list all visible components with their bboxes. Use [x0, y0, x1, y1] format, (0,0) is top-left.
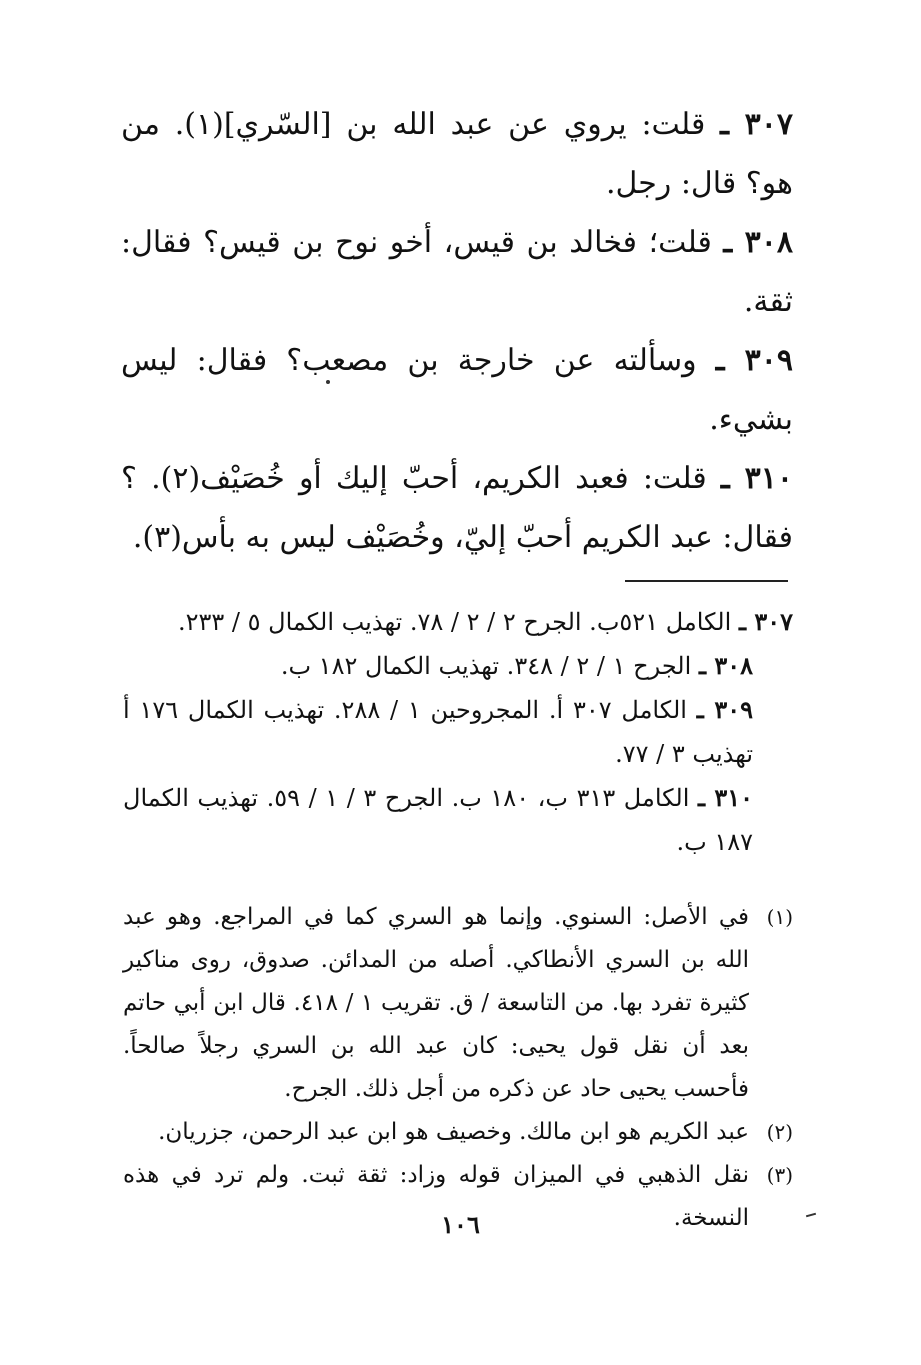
- entry-text: وسألته عن خارجة بن مصعب؟ فقال: ليس بشيء.: [121, 343, 793, 437]
- footnote-marker: (١): [766, 905, 793, 929]
- entry-text: قلت: يروي عن عبد الله بن [السّري](١). من هو؟ قال: رجل.: [121, 107, 793, 201]
- entry-number: ٣٠٩ ـ: [715, 343, 793, 378]
- entry-number: ٣٠٨ ـ: [723, 225, 794, 260]
- reference-308: [123, 644, 793, 688]
- reference-text: الكامل ٣١٣ ب، ١٨٠ ب. الجرح ٣ / ١ / ٥٩. تهذيب الكمال ١٨٧ ب.: [123, 784, 753, 856]
- entry-number: ٣١٠ ـ: [720, 461, 793, 496]
- reference-307: [123, 600, 793, 644]
- footnote-marker: (٣): [766, 1163, 793, 1187]
- reference-number: ٣٠٧ ـ: [738, 607, 793, 636]
- footnote-text: عبد الكريم هو ابن مالك. وخصيف هو ابن عبد الرحمن، جزريان.: [158, 1119, 749, 1145]
- reference-309: [123, 688, 793, 776]
- entry-text: قلت: فعبد الكريم، أحبّ إليك أو خُصَيْف(٢). ؟ فقال: عبد الكريم أحبّ إليّ، وخُصَيْف ليس به بأس(٣).: [121, 461, 793, 555]
- page-number: ١٠٦: [441, 1210, 480, 1239]
- entry-308: [121, 213, 793, 331]
- footnote-list: [123, 896, 793, 1240]
- reference-text: الكامل ٥٢١ب. الجرح ٢ / ٢ / ٧٨. تهذيب الكمال ٥ / ٢٣٣.: [177, 608, 732, 636]
- entry-number: ٣٠٧ ـ: [720, 107, 793, 142]
- reference-number: ٣٠٨ ـ: [698, 651, 753, 680]
- scan-speck: [326, 380, 330, 384]
- footnote-text: في الأصل: السنوي. وإنما هو السري كما في المراجع. وهو عبد الله بن السري الأنطاكي. أصله من المدائن. صدوق، روى مناكير كثيرة تفرد بها. من التاسعة / ق. تقريب ١ / ٤١٨. قال ابن أبي حاتم بعد أن نقل قول يحيى: كان عبد الله بن السري رجلاً صالحاً. فأحسب يحيى حاد عن ذكره من أجل ذلك. الجرح.: [123, 904, 750, 1102]
- footnote-separator: [625, 580, 788, 582]
- footnote-2: [123, 1111, 793, 1154]
- entry-307: [121, 95, 793, 213]
- footnote-marker: (٢): [766, 1120, 793, 1144]
- reference-number: ٣١٠ ـ: [697, 783, 753, 812]
- entry-text: قلت؛ فخالد بن قيس، أخو نوح بن قيس؟ فقال: ثقة.: [121, 225, 793, 319]
- footnote-1: [123, 896, 793, 1111]
- main-entries: [121, 95, 793, 567]
- reference-text: الكامل ٣٠٧ أ. المجروحين ١ / ٢٨٨. تهذيب الكمال ١٧٦ أ تهذيب ٣ / ٧٧.: [123, 696, 753, 768]
- reference-number: ٣٠٩ ـ: [696, 695, 753, 724]
- footnote-text: نقل الذهبي في الميزان قوله وزاد: ثقة ثبت. ولم ترد في هذه النسخة.: [123, 1162, 749, 1231]
- reference-list: [123, 600, 793, 864]
- reference-310: [123, 776, 793, 864]
- entry-309: [121, 331, 793, 449]
- reference-text: الجرح ١ / ٢ / ٣٤٨. تهذيب الكمال ١٨٢ ب.: [280, 652, 692, 680]
- entry-310: [121, 449, 793, 567]
